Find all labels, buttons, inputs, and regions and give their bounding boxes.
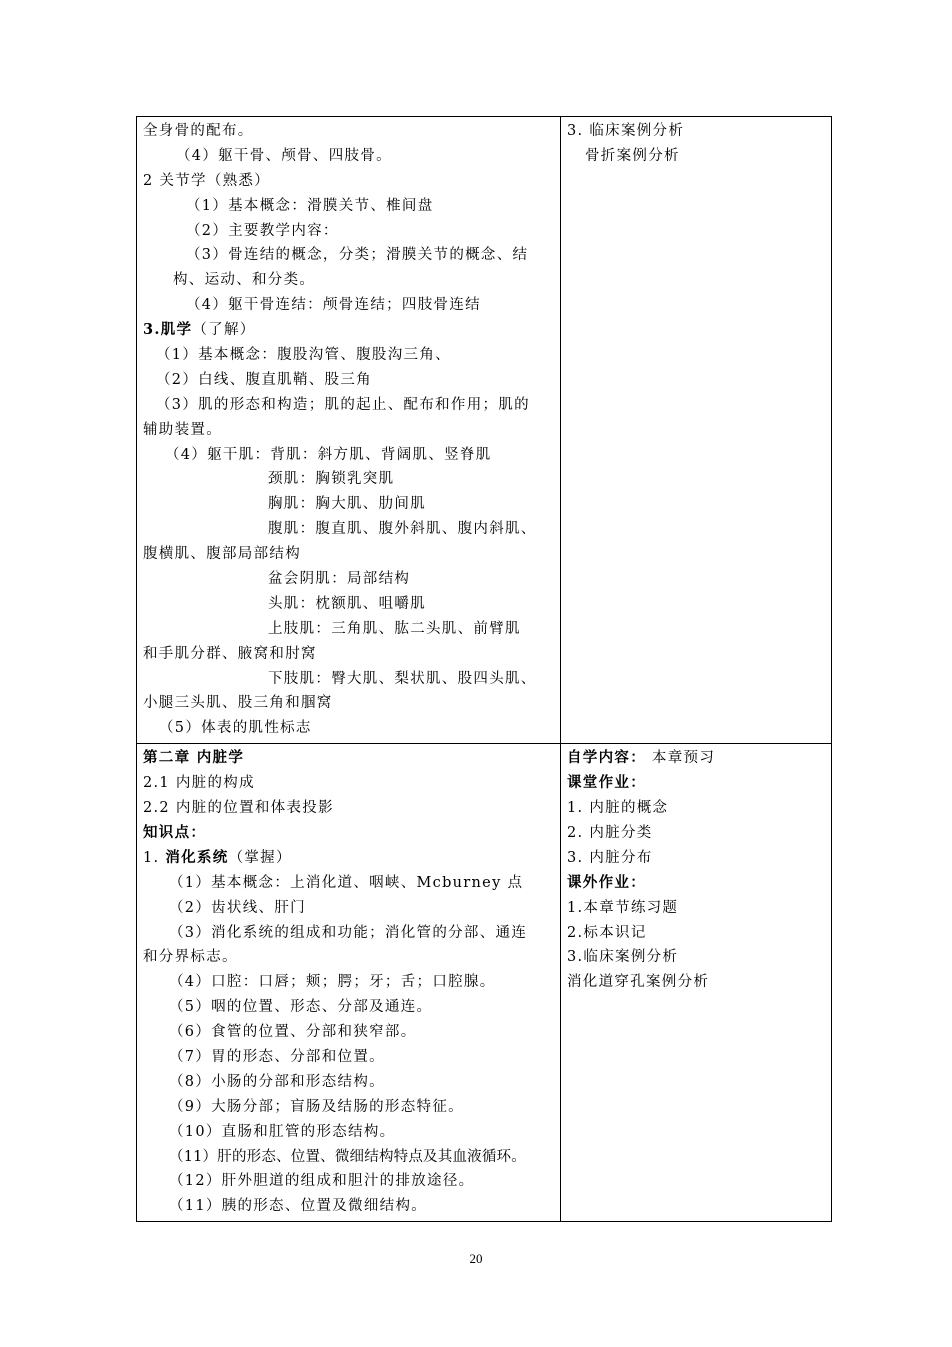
text-line: 和手肌分群、腋窝和肘窝 bbox=[143, 645, 317, 662]
text-line: 上肢肌：三角肌、肱二头肌、前臂肌 bbox=[268, 620, 521, 637]
section-heading bbox=[143, 318, 556, 343]
text-line: （4）口腔：口唇；颊；腭；牙；舌；口腔腺。 bbox=[169, 974, 496, 991]
text-line: 2.1 内脏的构成 bbox=[143, 775, 255, 792]
text-line: （3）肌的形态和构造；肌的起止、配布和作用；肌的 bbox=[156, 396, 530, 413]
text-line: （1）基本概念：上消化道、咽峡、Mcburney 点 bbox=[169, 874, 524, 891]
text-line: （4）躯干骨、颅骨、四肢骨。 bbox=[176, 147, 392, 164]
text-line: 3. 内脏分布 bbox=[567, 849, 653, 866]
text-line: 3.临床案例分析 bbox=[567, 949, 679, 966]
text-line: （12）肝外胆道的组成和胆汁的排放途径。 bbox=[169, 1173, 475, 1190]
text-value: 本章预习 bbox=[651, 750, 716, 767]
text-line: 2.标本识记 bbox=[567, 924, 647, 941]
text-line: 头肌：枕额肌、咀嚼肌 bbox=[268, 595, 426, 612]
text-line: （7）胃的形态、分部和位置。 bbox=[169, 1048, 385, 1065]
text-line: （1）基本概念：腹股沟管、腹股沟三角、 bbox=[156, 347, 451, 364]
text-line: （9）大肠分部；盲肠及结肠的形态特征。 bbox=[169, 1098, 464, 1115]
text-line: 2. 内脏分类 bbox=[567, 824, 653, 841]
text-line: （4）躯干肌：背肌：斜方肌、背阔肌、竖脊肌 bbox=[165, 446, 492, 463]
heading-label: 自学内容： bbox=[567, 749, 646, 767]
level-label: （掌握） bbox=[228, 849, 292, 866]
text-line: （5）体表的肌性标志 bbox=[159, 720, 312, 737]
section-heading bbox=[143, 846, 556, 871]
text-line: 和分界标志。 bbox=[143, 949, 238, 966]
text-line: （11）肝的形态、位置、微细结构特点及其血液循环。 bbox=[169, 1148, 526, 1165]
table-row bbox=[137, 117, 832, 744]
text-line: （3）骨连结的概念，分类；滑膜关节的概念、结 bbox=[186, 247, 529, 264]
text-line: （10）直肠和肛管的形态结构。 bbox=[169, 1123, 396, 1140]
text-line: 腹横肌、腹部局部结构 bbox=[143, 546, 301, 563]
text-line: 消化道穿孔案例分析 bbox=[567, 974, 710, 991]
text-line: 2.2 内脏的位置和体表投影 bbox=[143, 800, 334, 817]
text-line: （2）白线、腹直肌鞘、股三角 bbox=[156, 371, 372, 388]
side-cell bbox=[561, 744, 832, 1222]
text-line: 胸肌：胸大肌、肋间肌 bbox=[268, 496, 426, 513]
text-line: （1）基本概念：滑膜关节、椎间盘 bbox=[186, 197, 434, 214]
text-line: （5）咽的位置、形态、分部及通连。 bbox=[169, 999, 433, 1016]
text-line: （2）主要教学内容： bbox=[186, 222, 339, 239]
text-line: （11）胰的形态、位置及微细结构。 bbox=[169, 1198, 428, 1215]
text-line: 盆会阴肌：局部结构 bbox=[268, 571, 411, 588]
text-line: （2）齿状线、肝门 bbox=[169, 899, 306, 916]
syllabus-table bbox=[136, 116, 832, 1222]
section-heading bbox=[567, 746, 827, 771]
text-line: （8）小肠的分部和形态结构。 bbox=[169, 1073, 385, 1090]
text-line: （3）消化系统的组成和功能；消化管的分部、通连 bbox=[169, 924, 528, 941]
chapter-title: 第二章 内脏学 bbox=[143, 749, 245, 767]
content-cell bbox=[137, 117, 561, 744]
text-line: 下肢肌：臀大肌、梨状肌、股四头肌、 bbox=[268, 670, 537, 687]
section-heading: 2 关节学（熟悉） bbox=[143, 172, 271, 189]
text-line: （6）食管的位置、分部和狭窄部。 bbox=[169, 1024, 417, 1041]
page-number: 20 bbox=[469, 1251, 483, 1266]
text-line: 1.本章节练习题 bbox=[567, 899, 679, 916]
side-cell bbox=[561, 117, 832, 744]
content-cell bbox=[137, 744, 561, 1222]
text-line: 骨折案例分析 bbox=[585, 147, 680, 164]
text-line: 3. 临床案例分析 bbox=[567, 123, 685, 139]
text-line: 腹肌：腹直肌、腹外斜肌、腹内斜肌、 bbox=[268, 521, 537, 538]
text-line: 1. 内脏的概念 bbox=[567, 800, 669, 817]
section-heading: 课堂作业： bbox=[567, 774, 646, 792]
text-line: 小腿三头肌、股三角和腘窝 bbox=[143, 695, 333, 712]
text-line: 辅助装置。 bbox=[143, 421, 222, 438]
text-line: 颈肌：胸锁乳突肌 bbox=[268, 471, 395, 488]
heading-label: 3.肌学 bbox=[143, 321, 193, 339]
item-number: 1. bbox=[143, 849, 160, 866]
level-label: （了解） bbox=[192, 322, 256, 339]
heading-label: 消化系统 bbox=[165, 848, 229, 866]
table-row bbox=[137, 744, 832, 1222]
text-line: 构、运动、和分类。 bbox=[173, 272, 316, 289]
text-line: （4）躯干骨连结：颅骨连结；四肢骨连结 bbox=[186, 297, 481, 314]
section-heading: 课外作业： bbox=[567, 873, 646, 891]
section-heading: 知识点： bbox=[143, 823, 207, 841]
text-line: 全身骨的配布。 bbox=[143, 123, 254, 139]
